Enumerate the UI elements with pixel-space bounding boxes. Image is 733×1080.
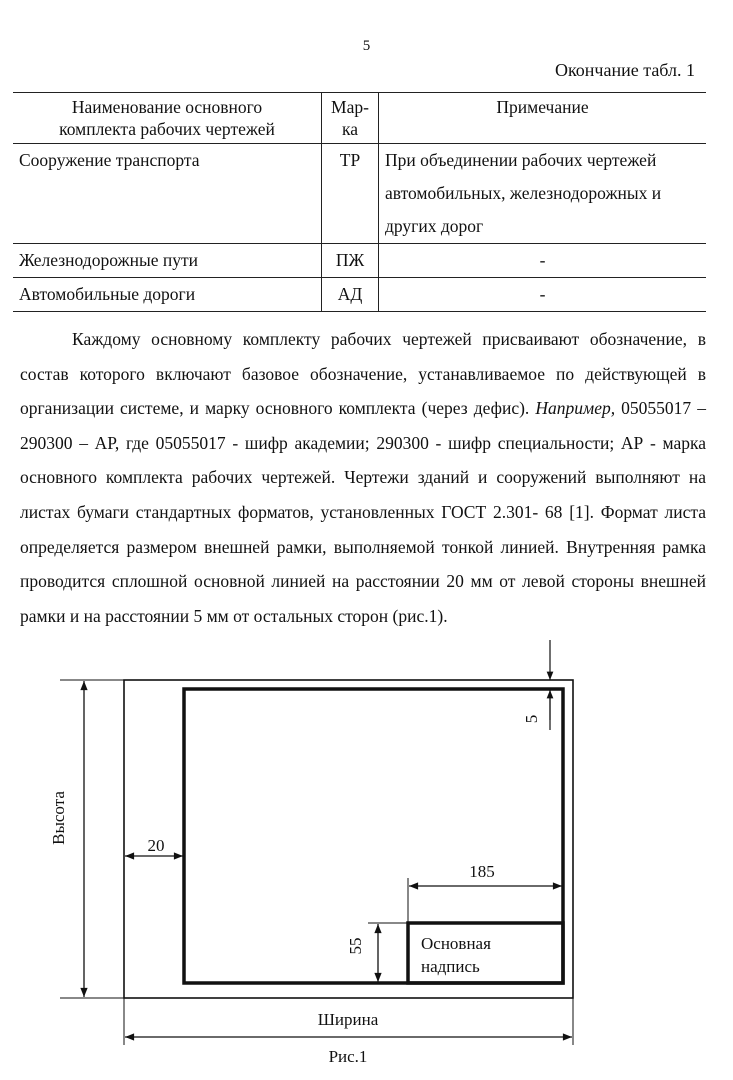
title-block-height-label: 55 [346, 937, 365, 955]
header-mark-line2: ка [341, 119, 358, 139]
row-note: - [539, 250, 546, 270]
table-continuation-label: Окончание табл. 1 [554, 60, 695, 80]
paragraph-text-before: Каждому основному комплекту рабочих чертежей присваивают обозначение, в состав которого включают базовое обозначение, устанавливаемое по действующей в организации системе, и марку основного комплекта (через дефис). [20, 329, 706, 419]
row-mark: АД [322, 278, 379, 312]
row-note-line: других дорог [385, 216, 484, 236]
row-name: Автомобильные дороги [19, 284, 196, 304]
title-block-line2: надпись [421, 957, 480, 976]
title-block-width-label: 185 [469, 862, 495, 881]
row-note: - [539, 284, 546, 304]
row-name: Железнодорожные пути [19, 250, 198, 270]
example-label: Например, [535, 398, 616, 419]
top-margin-label: 5 [522, 714, 541, 724]
header-name-line1: Наименование основного [71, 97, 263, 117]
row-note-line: автомобильных, железнодорожных и [385, 183, 662, 203]
row-mark: ПЖ [322, 244, 379, 278]
title-block-line1: Основная [421, 934, 491, 953]
header-note-cell: Примечание [496, 97, 589, 117]
header-name-line2: комплекта рабочих чертежей [59, 119, 275, 139]
figure-caption: Рис.1 [328, 1047, 368, 1066]
height-label: Высота [49, 791, 68, 845]
page-number: 5 [362, 38, 371, 54]
header-mark-line1: Мар- [331, 97, 369, 117]
inner-frame [184, 689, 563, 983]
row-mark: ТР [322, 144, 379, 244]
row-note-line: При объединении рабочих чертежей [385, 150, 657, 170]
row-name: Сооружение транспорта [19, 150, 200, 170]
width-label: Ширина [317, 1010, 379, 1029]
left-margin-label: 20 [147, 836, 165, 855]
paragraph-text-after: 05055017 – 290300 – АР, где 05055017 - шифр академии; 290300 - шифр специальности; АР - марка основного комплекта рабочих чертежей. Чертежи зданий и сооружений выполняют на листах бумаги стандартных форматов, установленных ГОСТ 2.301- 68 [1]. Формат листа определяется размером внешней рамки, выполняемой тонкой линией. Внутренняя рамка проводится сплошной основной линией на расстоянии 20 мм от левой стороны внешней рамки и на расстоянии 5 мм от остальных сторон (рис.1). [20, 398, 707, 626]
